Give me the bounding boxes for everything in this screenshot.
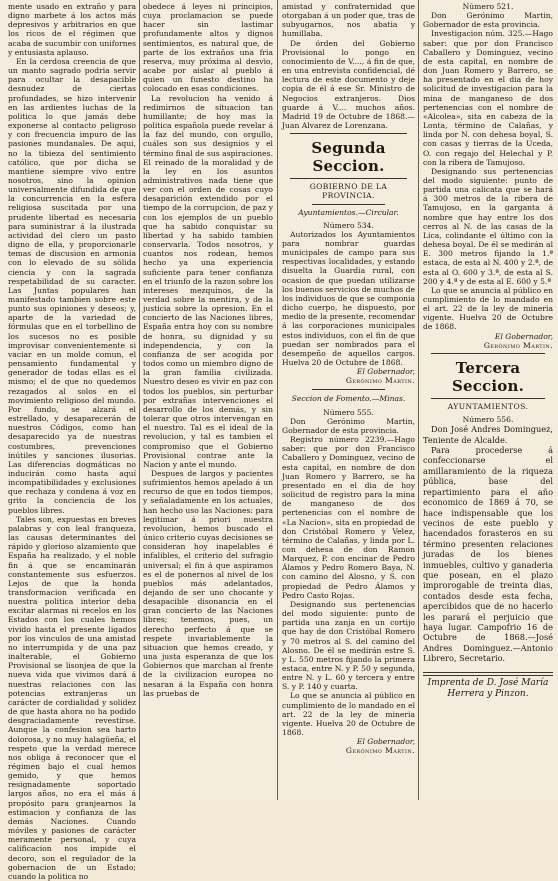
notice-number: Número 521. bbox=[462, 2, 514, 11]
paragraph: De órden del Gobierno Provisional lo pongo en conocimiento de V...., á fin de que, en una entrevista confidencial, dé lectura de este documento y deje copia de él á ese Sr. Ministro de Negocios extranjeros. Dios guarde á V.... muchos años. Madrid 19 de Octubre de 1868.—Juan Alvarez de Lorenzana. bbox=[282, 38, 415, 131]
section-heading: Segunda Seccion. bbox=[311, 139, 386, 176]
paragraph: Don Gerónimo Martin, Gobernador de esta provincia. bbox=[282, 416, 415, 435]
subsection-heading: Seccion de Fomento.—Minas. bbox=[291, 394, 406, 404]
divider bbox=[431, 398, 545, 399]
signature-title: El Gobernador, bbox=[494, 331, 553, 341]
column-rule bbox=[418, 0, 419, 800]
paragraph: Despues de largos y pacientes sufrimientos hemos apelado á un recurso de que en todos tiempos, y señaladamente en los actuales, han hecho uso las Naciones: para legitimar á priori nuestra revolucion, hemos buscado el único criterio cuyas decisiones se consideran hoy inapelables é infalibles, el criterio del sufragio universal; el fin á que aspiramos es el de ponernos al nivel de los pueblos más adelantados, dejando de ser uno chocante y desapacible disonancia en el gran concierto de las Naciones libres; tenemos, pues, un derecho perfecto á que se respete invariablemente la situacion que hemos creado, y una justa esperanza de que los Gobiernos que marchan al frente de la civilizacion europea no nesaran á la España con honra las pruebas de bbox=[143, 468, 273, 698]
notice-number: Número 556. bbox=[462, 415, 514, 425]
column-rule bbox=[139, 0, 140, 800]
signature-name: Gerónimo Martin. bbox=[345, 746, 415, 756]
divider bbox=[423, 672, 553, 673]
divider bbox=[312, 389, 385, 390]
paragraph: Don Gerónimo Martin, Gobernador de esta provincia. bbox=[423, 11, 553, 30]
divider bbox=[290, 133, 407, 134]
divider bbox=[431, 353, 545, 354]
paragraph: amistad y confraternidad que otorgaban á un poder que, tras de subyugarnos, nos abatia y humillaba. bbox=[282, 2, 415, 39]
paragraph: Lo que se anuncia al público en cumplimiento de lo mandado en el art. 22 de la ley de mineria vigente. Huelva 20 de Octubre de 1868. bbox=[282, 691, 415, 738]
divider bbox=[423, 675, 553, 676]
imprint-line: Imprenta de D. José María bbox=[427, 677, 549, 688]
column-3 bbox=[282, 2, 415, 796]
notice-number: Número 534. bbox=[323, 220, 374, 230]
paragraph: obedece á leyes ni principios, cuya proclamacion se puede hacer sin lastimar profundamente altos y dignos sentimientos, es natural que, de parte de los extraños una fria reserva, muy próxima al desvio, acabe por aislar al pueblo á quien un funesto destino ha colocado en esas condiciones. bbox=[143, 2, 273, 94]
paragraph: Tales son, expuestas en breves palabras y con leal franqueza, las causas determinantes del rápido y glorioso alzamiento que España ha realizado, y el noble fin á que se encaminarán constantemente sus esfuerzos. Lejos de que la honda transformacion verificada en nuestra politica interior deba excitar alarmas ni recelos en los Estados con los cuales hemos vivido hasta el presente ligados por los vinculos de una amistad no interrumpida y de una paz inalterable, el Gobierno Provisional se lisonjea de que la nueva vida que vivimos dará á nuestras relaciones con las potencias extranjeras un carácter de cordialidad y solidez de que hasta ahora no ha podido desgraciadamente revestirse. Aunque la confesion sea harto dolorosa, y no muy halagüeña, el respeto que la verdad merece nos obliga á reconocer que el régimen bajo el cual hemos gemido, y que hemos resignadamente soportado largos años, no era el más á propósito para granjearnos la estimacion y confianza de las demás Naciones. Cuando móviles y pasiones de carácter meramente personal, y cuya calificacion nos impide el decoro, son el regulador de la gobernacion de un Estado; cuando la politica no bbox=[8, 514, 136, 881]
column-rule bbox=[277, 0, 278, 800]
signature-name: Gerónimo Martin. bbox=[345, 376, 415, 386]
signature-title: El Gobernador, bbox=[356, 737, 415, 747]
paragraph: Designando sus pertenencias del modo siguiente: punto de partida una zanja en un cortijo que hay de don Cristóbal Romero y 70 metros al S. del camino del Alosno. De él se medirán estre S. y L. 550 metros fijando la primera estaca, entre N. y P. 50 y segunda, entre N. y L. 60 y tercera y entre S. y P. 140 y cuarta. bbox=[282, 599, 415, 692]
paragraph: En la cerdosa creencia de que un manto sagrado podria servir para ocultar la desapacible desnudez de ciertas profundades, se hizo intervenir en las ardientes luchas de la politica lo que jamás debe exponerse al contacto peligroso y con frecuencia impuro de las pasiones mundanales. De aqui, no la tibieza del sentimiento católico, que por dicha se mantiene siempre vivo entre nosotros, sino la opinion universalmente difundida de que la concurrencia en la esfera religiosa suscitada por una prudente libertad es necesaria para suministrar á la ilustrada actividad del clero un pasto digno de ella, y proporcionarle temas de discusion en armonia con lo elevado de su sólida ciencia y con la sagrada respetabilidad de su caracter. Las Juntas populares han manifestado tambien sobre este punto sus opiniones y deseos; y, aparte de la variedad de fórmulas que en el torbellino de los sucesos no es posible improvisar convenientemente si vaciar en un molde comun, el pensamiento fundamental y generador de todas ellas es el mismo; el de que no quedemos rezagados al solos en el movimiento religioso del mundo. Por fundo, se alzará el estrellado, y desaparecerán de nuestros Códigos, como han desaparecido ya de nuestras costumbres, prevenciones inútiles y sanciones ilusorias. Las diferencias dogmáticas no inducirán como hasta aquí incompatibilidades y exclusiones que rechaza y condena á voz en grito la conciencia de los pueblos libres. bbox=[8, 56, 136, 515]
divider bbox=[312, 204, 385, 205]
paragraph: Don José Andres Dominguez, Teniente de Alcalde. bbox=[423, 424, 553, 445]
notice-number: Número 555. bbox=[323, 407, 374, 417]
paragraph: La revolucion ha venido á redimirnos de situacion tan humillante; de hoy mas la politica española puede revelar á la faz del mundo, con orgullo, cuáles son sus designios y el término final de sus aspiraciones. El reinado de la moralidad y de la ley en los asuntos administrativos nada tiene que ver con el orden de cosas cuyo desaparición extendido por el tiempo de la corrupcion, de paz y con los ejemplos de un pueblo que ha sabido conquistar su libertad y ha sabido tambien conservarla. Todos nosotros, y cuantos nos rodean, hemos hecho ya una experiencia suficiente para tener confianza en el triunfo de la razon sobre los intereses mezquinos, de la verdad sobre la mentira, y de la justicia sobre la opresion. En el concierto de las Naciones libres, España entra hoy con su nombre de honra, su dignidad y su independencia, y con la confianza de ser acogida por todos como un miembro digno de la gran familia civilizada. Nuestro deseo es vivir en paz con todos los pueblos, sin perturbar por extrañas intervenciones el desarrollo de los demás, y sin tolerar que otros intervengan en el nuestro. Tal es el ideal de la revolucion, y tal es tambien el compromiso que el Gobierno Provisional contrae ante la Nacion y ante el mundo. bbox=[143, 93, 273, 469]
column-1 bbox=[8, 2, 136, 881]
section-heading: Tercera Seccion. bbox=[451, 358, 525, 395]
subsection-heading: GOBIERNO DE LA PROVINCIA. bbox=[309, 182, 388, 201]
paragraph: Autorizados los Ayuntamientos para nombrar guardas municipales de campo para sus respectivas localidades, y estando disuelta la Guardia rural, con ocasion de que puedan utilizarse los buenos servicios de muchos de los individuos de que se componia dicho cuerpo, he dispuesto, por medio de la presente, recomendar á las corporaciones municipales estos individuos, con el fin de que puedan ser nombrados para el desempeño de aquellos cargos. Huelva 20 de Octubre de 1868. bbox=[282, 229, 415, 367]
subsection-heading: AYUNTAMIENTOS. bbox=[447, 401, 529, 411]
column-2 bbox=[143, 2, 273, 796]
paragraph: Lo que se anuncia al público en cumplimiento de lo mandado en el art. 22 de la ley de mineria vigente. Huelva 20 de Octubre de 1868. bbox=[423, 285, 553, 332]
signature-title: El Gobernador, bbox=[356, 367, 415, 377]
paragraph: Designando sus pertenencias del modo siguiente: punto de partida una calicata que se hará á 300 metros de la ribera de Tamujoso, en la garganta á nombre que hay entre los dos cerros al N. de las casas de la Lica, colindante el último con la dehesa boyal. De él se medirán al E. 300 metros fijando la 1.ª estaca, de esta al N. 400 y 2.ª, de esta al O. 600 y 3.ª, de esta al S. 200 y 4.ª y de esta al E. 600 y 5.ª bbox=[423, 166, 553, 286]
divider bbox=[290, 178, 407, 179]
subsection-heading: Ayuntamientos.—Circular. bbox=[298, 207, 399, 217]
paragraph: Registro número 2239.—Hago saber: que por don Francisco Caballero y Dominguez, vecino de esta capital, en nombre de don Juan Romero y Barrero, se ha presentado en el dia de hoy solicitud de registro para la mina de manganeso de dos pertenencias con el nombre de «La Nacion», sita en propiedad de don Cristóbal Romero y Velez, término de Calañas, y linda por L. con dehesa de don Ramon Marquez, P. con encinar de Pedro Álamos y Pedro Romero Baya, N. con camino del Alosno, y S. con propiedad de Pedro Álamos y Pedro Casto Rojas. bbox=[282, 435, 415, 600]
paragraph: Investigacion núm. 325.—Hago saber: que por don Francisco Caballero y Dominguez, vecino de esta capital, en nombre de don Juan Romero y Barrero, se ha presentado en el dia de hoy solicitud de investigacion para la mina de manganeso de dos pertenencias con el nombre de «Alcolea», sita en cabeza de la Lonta, término de Calañas, y linda por N. con dehesa boyal, S. con casas y tierras de la Uceda, O. con regajo del Helechal y P. con la ribera de Tamujoso. bbox=[423, 29, 553, 167]
signature-name: Gerónimo Martin. bbox=[483, 340, 553, 350]
paragraph: mente usado en extraño y para digno marbete á los actos más depresivos y arbitrarios en que los ricos de el régimen que acaba de sucumbir con unifornes y entusiasta aplauso. bbox=[8, 2, 136, 57]
column-4 bbox=[423, 2, 553, 796]
paragraph: Para procederse á confeccionarse el amillaramiento de la riqueza pública, base del repartimiento para el año economico de 1869 á 70, se hace indispensable que los vecinos de este pueblo y hacendados forasteros en su término presenten relaciones juradas de los bienes inmuebles, cultivo y ganaderia que posean, en el plazo improrogable de treinta dias, contados desde esta fecha, apercibidos que de no hacerlo les parará el perjuicio que haya lugar. Campofrio 16 de Octubre de 1868.—José Andres Dominguez.—Antonio Librero, Secretario. bbox=[423, 445, 553, 664]
imprint-line: Herrera y Pinzon. bbox=[447, 688, 529, 699]
